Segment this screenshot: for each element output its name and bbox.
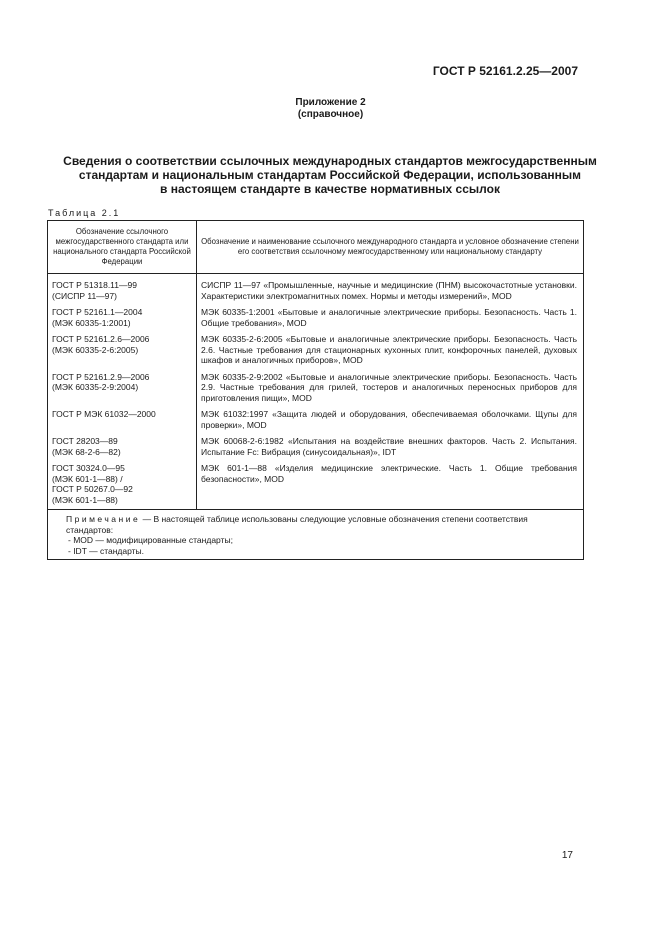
- table-body: [48, 274, 584, 510]
- international-standard-cell: МЭК 60335-1:2001 «Бытовые и аналогичные электрические приборы. Безопасность. Часть 1. Общие требования», MOD: [197, 303, 584, 330]
- international-standard-cell: МЭК 60335-2-6:2005 «Бытовые и аналогичные электрические приборы. Безопасность. Часть 2.6. Частные требования для стационарных кухонных плит, конфорочных панелей, духовых шкафов и аналогичных приборов», MOD: [197, 330, 584, 368]
- international-standard-cell: МЭК 60068-2-6:1982 «Испытания на воздействие внешних факторов. Часть 2. Испытания. Испытание Fc: Вибрация (синусоидальная)», IDT: [197, 432, 584, 459]
- note-label: Примечание: [66, 514, 141, 524]
- column-header-reference: Обозначение ссылочного межгосударственного стандарта или национального стандарта Российской Федерации: [48, 221, 197, 274]
- heading-line: Сведения о соответствии ссылочных международных стандартов межгосударственным: [63, 154, 597, 168]
- section-heading: [55, 154, 605, 196]
- appendix-label: [0, 97, 661, 121]
- table-caption: Таблица 2.1: [48, 208, 121, 218]
- reference-standard-cell: ГОСТ Р 52161.2.9—2006 (МЭК 60335-2-9:2004): [48, 368, 197, 406]
- table-header-row: [48, 221, 584, 274]
- reference-standard-cell: ГОСТ 30324.0—95 (МЭК 601-1—88) / ГОСТ Р 50267.0—92 (МЭК 601-1—88): [48, 459, 197, 510]
- table-row: [48, 368, 584, 406]
- international-standard-cell: МЭК 60335-2-9:2002 «Бытовые и аналогичные электрические приборы. Безопасность. Часть 2.9. Частные требования для грилей, тостеров и аналогичных переносных приборов для приготовления пищи», MOD: [197, 368, 584, 406]
- note-text: — В настоящей таблице использованы следующие условные обозначения степени соответствия стандартов:: [66, 514, 528, 535]
- table-row: [48, 459, 584, 510]
- reference-standard-cell: ГОСТ 28203—89 (МЭК 68-2-6—82): [48, 432, 197, 459]
- page-number: 17: [561, 850, 573, 861]
- appendix-title: Приложение 2: [295, 97, 366, 108]
- appendix-subtitle: (справочное): [297, 109, 364, 120]
- table-row: [48, 330, 584, 368]
- reference-standard-cell: ГОСТ Р 52161.1—2004 (МЭК 60335-1:2001): [48, 303, 197, 330]
- international-standard-cell: МЭК 601-1—88 «Изделия медицинские электрические. Часть 1. Общие требования безопасности», MOD: [197, 459, 584, 510]
- international-standard-cell: СИСПР 11—97 «Промышленные, научные и медицинские (ПНМ) высокочастотные установки. Характеристики электромагнитных помех. Нормы и методы измерений», MOD: [197, 274, 584, 304]
- international-standard-cell: МЭК 61032:1997 «Защита людей и оборудования, обеспечиваемая оболочками. Щупы для проверки», MOD: [197, 405, 584, 432]
- table-row: [48, 432, 584, 459]
- reference-standard-cell: ГОСТ Р 52161.2.6—2006 (МЭК 60335-2-6:2005): [48, 330, 197, 368]
- note-item: - IDT — стандарты.: [68, 545, 145, 556]
- table-row: [48, 405, 584, 432]
- column-header-international: Обозначение и наименование ссылочного международного стандарта и условное обозначение степени его соответствия ссылочному межгосударственному или национальному стандарту: [197, 221, 584, 274]
- reference-standard-cell: ГОСТ Р МЭК 61032—2000: [48, 405, 197, 432]
- table-note: [48, 510, 584, 560]
- correspondence-table: [47, 220, 584, 560]
- heading-line: стандартам и национальным стандартам Российской Федерации, использованным: [78, 168, 582, 182]
- note-item: - MOD — модифицированные стандарты;: [68, 535, 233, 545]
- reference-standard-cell: ГОСТ Р 51318.11—99 (СИСПР 11—97): [48, 274, 197, 304]
- heading-line: в настоящем стандарте в качестве нормативных ссылок: [160, 182, 500, 196]
- document-code: ГОСТ Р 52161.2.25—2007: [432, 64, 578, 78]
- table-row: [48, 303, 584, 330]
- note-row: [48, 510, 584, 560]
- table-row: [48, 274, 584, 304]
